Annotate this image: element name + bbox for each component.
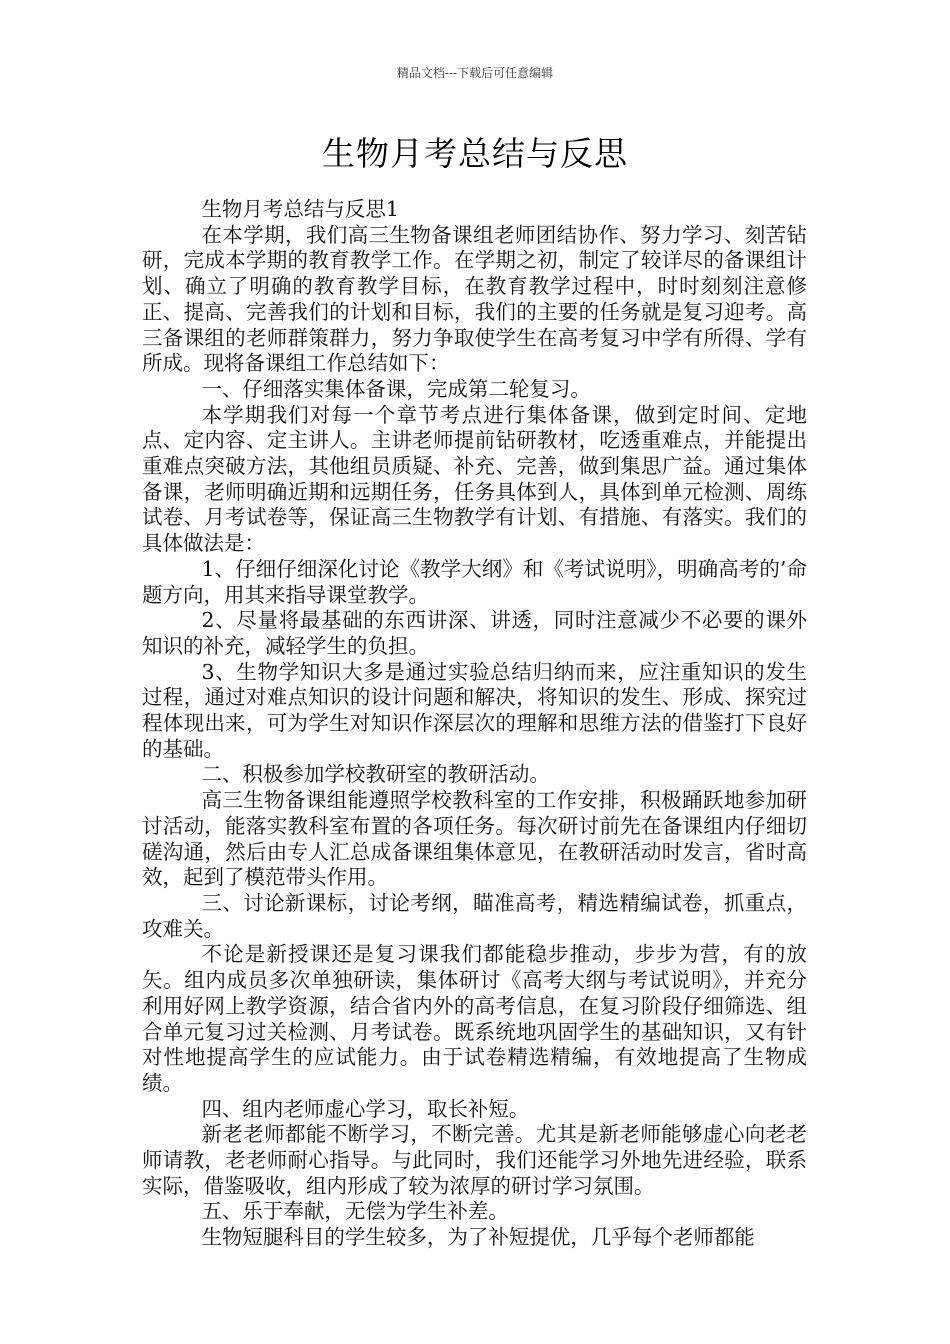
paragraph-subtitle: 生物月考总结与反思1	[201, 197, 399, 221]
document-title: 生物月考总结与反思	[322, 134, 628, 173]
section-heading: 三、讨论新课标，讨论考纲，瞄准高考，精选精编试卷，抓重点，攻难关。	[142, 890, 807, 941]
header-note: 精品文档---下载后可任意编辑	[396, 66, 554, 80]
list-item: 3、生物学知识大多是通过实验总结归纳而来，应注重知识的发生过程，通过对难点知识的设计问题和解决，将知识的发生、形成、探究过程体现出来，可为学生对知识作深层次的理解和思维方法的借鉴打下良好的基础。	[142, 659, 807, 761]
paragraph: 本学期我们对每一个章节考点进行集体备课，做到定时间、定地点、定内容、定主讲人。主讲老师提前钻研教材，吃透重难点，并能提出重难点突破方法，其他组员质疑、补充、完善，做到集思广益。通过集体备课，老师明确近期和远期任务，任务具体到人，具体到单元检测、周练试卷、月考试卷等，保证高三生物教学有计划、有措施、有落实。我们的具体做法是：	[142, 402, 807, 556]
section-heading: 五、乐于奉献，无偿为学生补差。	[201, 1199, 509, 1224]
list-item: 2、尽量将最基础的东西讲深、讲透，同时注意减少不必要的课外知识的补充，减轻学生的负担。	[142, 608, 807, 658]
list-item: 1、仔细仔细深化讨论《教学大纲》和《考试说明》，明确高考的’命题方向，用其来指导课堂教学。	[142, 556, 807, 607]
paragraph: 新老老师都能不断学习，不断完善。尤其是新老师能够虚心向老老师请教，老老师耐心指导。与此同时，我们还能学习外地先进经验，联系实际，借鉴吸收，组内形成了较为浓厚的研讨学习氛围。	[142, 1122, 807, 1198]
section-heading: 一、仔细落实集体备课，完成第二轮复习。	[201, 376, 591, 401]
section-heading: 二、积极参加学校教研室的教研活动。	[201, 762, 550, 787]
paragraph: 不论是新授课还是复习课我们都能稳步推动，步步为营，有的放矢。组内成员多次单独研读，集体研讨《高考大纲与考试说明》，并充分利用好网上教学资源，结合省内外的高考信息，在复习阶段仔细筛选、组合单元复习过关检测、月考试卷。既系统地巩固学生的基础知识，又有针对性地提高学生的应试能力。由于试卷精选精编，有效地提高了生物成绩。	[142, 942, 807, 1095]
paragraph: 生物短腿科目的学生较多，为了补短提优，几乎每个老师都能	[201, 1225, 755, 1250]
document-body	[142, 197, 807, 1251]
paragraph: 在本学期，我们高三生物备课组老师团结协作、努力学习、刻苦钻研，完成本学期的教育教学工作。在学期之初，制定了较详尽的备课组计划、确立了明确的教育教学目标，在教育教学过程中，时时刻刻注意修正、提高、完善我们的计划和目标，我们的主要的任务就是复习迎考。高三备课组的老师群策群力，努力争取使学生在高考复习中学有所得、学有所成。现将备课组工作总结如下：	[142, 222, 807, 376]
section-heading: 四、组内老师虚心学习，取长补短。	[201, 1096, 530, 1121]
paragraph: 高三生物备课组能遵照学校教科室的工作安排，积极踊跃地参加研讨活动，能落实教科室布置的各项任务。每次研讨前先在备课组内仔细切磋沟通，然后由专人汇总成备课组集体意见，在教研活动时发言，省时高效，起到了模范带头作用。	[142, 788, 807, 890]
